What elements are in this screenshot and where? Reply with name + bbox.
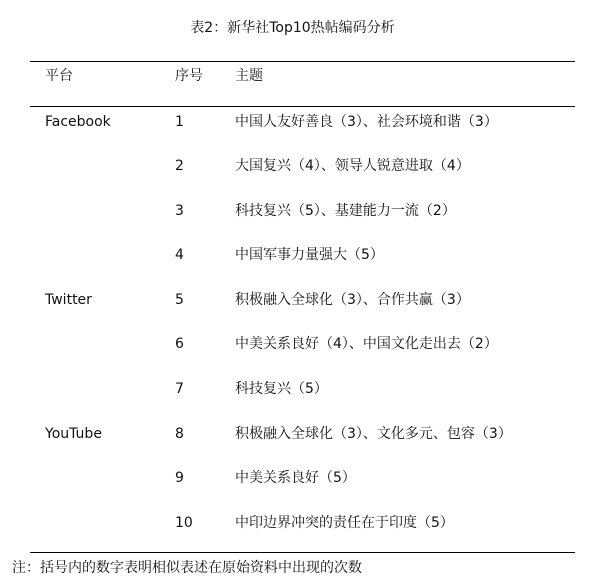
theme-cell: 中国军事力量强大（5） (235, 247, 384, 263)
theme-cell: 科技复兴（5） (235, 381, 328, 397)
theme-cell: 中美关系良好（4）、中国文化走出去（2） (235, 336, 498, 352)
theme-cell: 大国复兴（4）、领导人锐意进取（4） (235, 158, 470, 174)
rank-cell: 1 (175, 114, 184, 130)
rank-cell: 9 (175, 470, 184, 486)
rank-cell: 4 (175, 247, 184, 263)
theme-cell: 科技复兴（5）、基建能力一流（2） (235, 203, 456, 219)
platform-cell: YouTube (45, 426, 102, 442)
table-title: 表2：新华社Top10热帖编码分析 (190, 20, 395, 36)
rank-cell: 6 (175, 336, 184, 352)
rank-cell: 2 (175, 158, 184, 174)
rank-cell: 8 (175, 426, 184, 442)
table-note: 注：括号内的数字表明相似表述在原始资料中出现的次数 (12, 560, 362, 576)
platform-cell: Facebook (45, 114, 111, 130)
header-rank: 序号 (175, 68, 203, 84)
theme-cell: 中国人友好善良（3）、社会环境和谐（3） (235, 114, 498, 130)
header-theme: 主题 (235, 68, 263, 84)
theme-cell: 中美关系良好（5） (235, 470, 356, 486)
rank-cell: 5 (175, 292, 184, 308)
top-rule (30, 61, 575, 62)
theme-cell: 积极融入全球化（3）、文化多元、包容（3） (235, 426, 512, 442)
bottom-rule (30, 552, 575, 553)
theme-cell: 积极融入全球化（3）、合作共赢（3） (235, 292, 470, 308)
rank-cell: 7 (175, 381, 184, 397)
rank-cell: 10 (175, 515, 193, 531)
header-rule (30, 106, 575, 107)
platform-cell: Twitter (45, 292, 92, 308)
header-platform: 平台 (45, 68, 73, 84)
theme-cell: 中印边界冲突的责任在于印度（5） (235, 515, 454, 531)
rank-cell: 3 (175, 203, 184, 219)
